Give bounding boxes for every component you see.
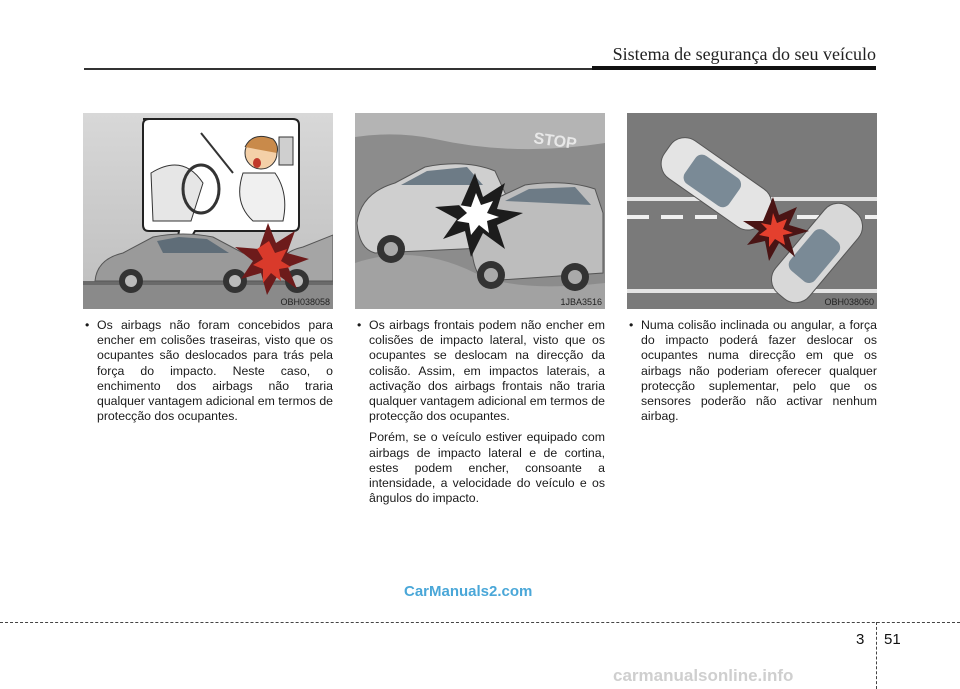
figure-code: OBH038058 <box>280 297 330 307</box>
figure-code: 1JBA3516 <box>560 297 602 307</box>
figure-angled-collision <box>627 113 877 309</box>
bullet-paragraph: • Os airbags frontais podem não encher em colisões de impacto lateral, visto que os ocupantes se deslocam na direcção da colisão. Assim, em impactos laterais, a activação dos airbags frontais não traria qualquer vantagem adicional em termos de protecção dos ocupantes. <box>355 318 605 424</box>
text-column-2 <box>355 318 605 506</box>
svg-text:STOP: STOP <box>532 130 578 153</box>
footer-divider <box>0 622 960 623</box>
page-number: 51 <box>884 631 901 648</box>
footer-vertical-divider <box>876 622 877 689</box>
figure-rear-collision <box>83 113 333 309</box>
watermark-link[interactable]: CarManuals2.com <box>404 583 533 600</box>
chapter-number: 3 <box>856 631 865 648</box>
text-column-3 <box>627 318 877 424</box>
bullet-paragraph: • Os airbags não foram concebidos para encher em colisões traseiras, visto que os ocupantes são deslocados para trás pela força do impacto. Neste caso, o enchimento dos airbags não traria qualquer vantagem adicional em termos de protecção dos ocupantes. <box>83 318 333 424</box>
header-rule-accent <box>592 66 876 70</box>
bullet-paragraph: • Numa colisão inclinada ou angular, a força do impacto poderá fazer deslocar os ocupantes numa direcção em que os airbags não poderiam oferecer qualquer protecção suplementar, pelo que os sensores poderão não activar nenhum airbag. <box>627 318 877 424</box>
indented-paragraph: Porém, se o veículo estiver equipado com airbags de impacto lateral e de cortina, estes podem encher, consoante a intensidade, a velocidade do veículo e os ângulos do impacto. <box>369 430 605 506</box>
text-column-1 <box>83 318 333 424</box>
figure-side-collision <box>355 113 605 309</box>
bottom-watermark: carmanualsonline.info <box>613 666 794 685</box>
figure-code: OBH038060 <box>824 297 874 307</box>
page-header-title: Sistema de segurança do seu veículo <box>612 44 876 64</box>
